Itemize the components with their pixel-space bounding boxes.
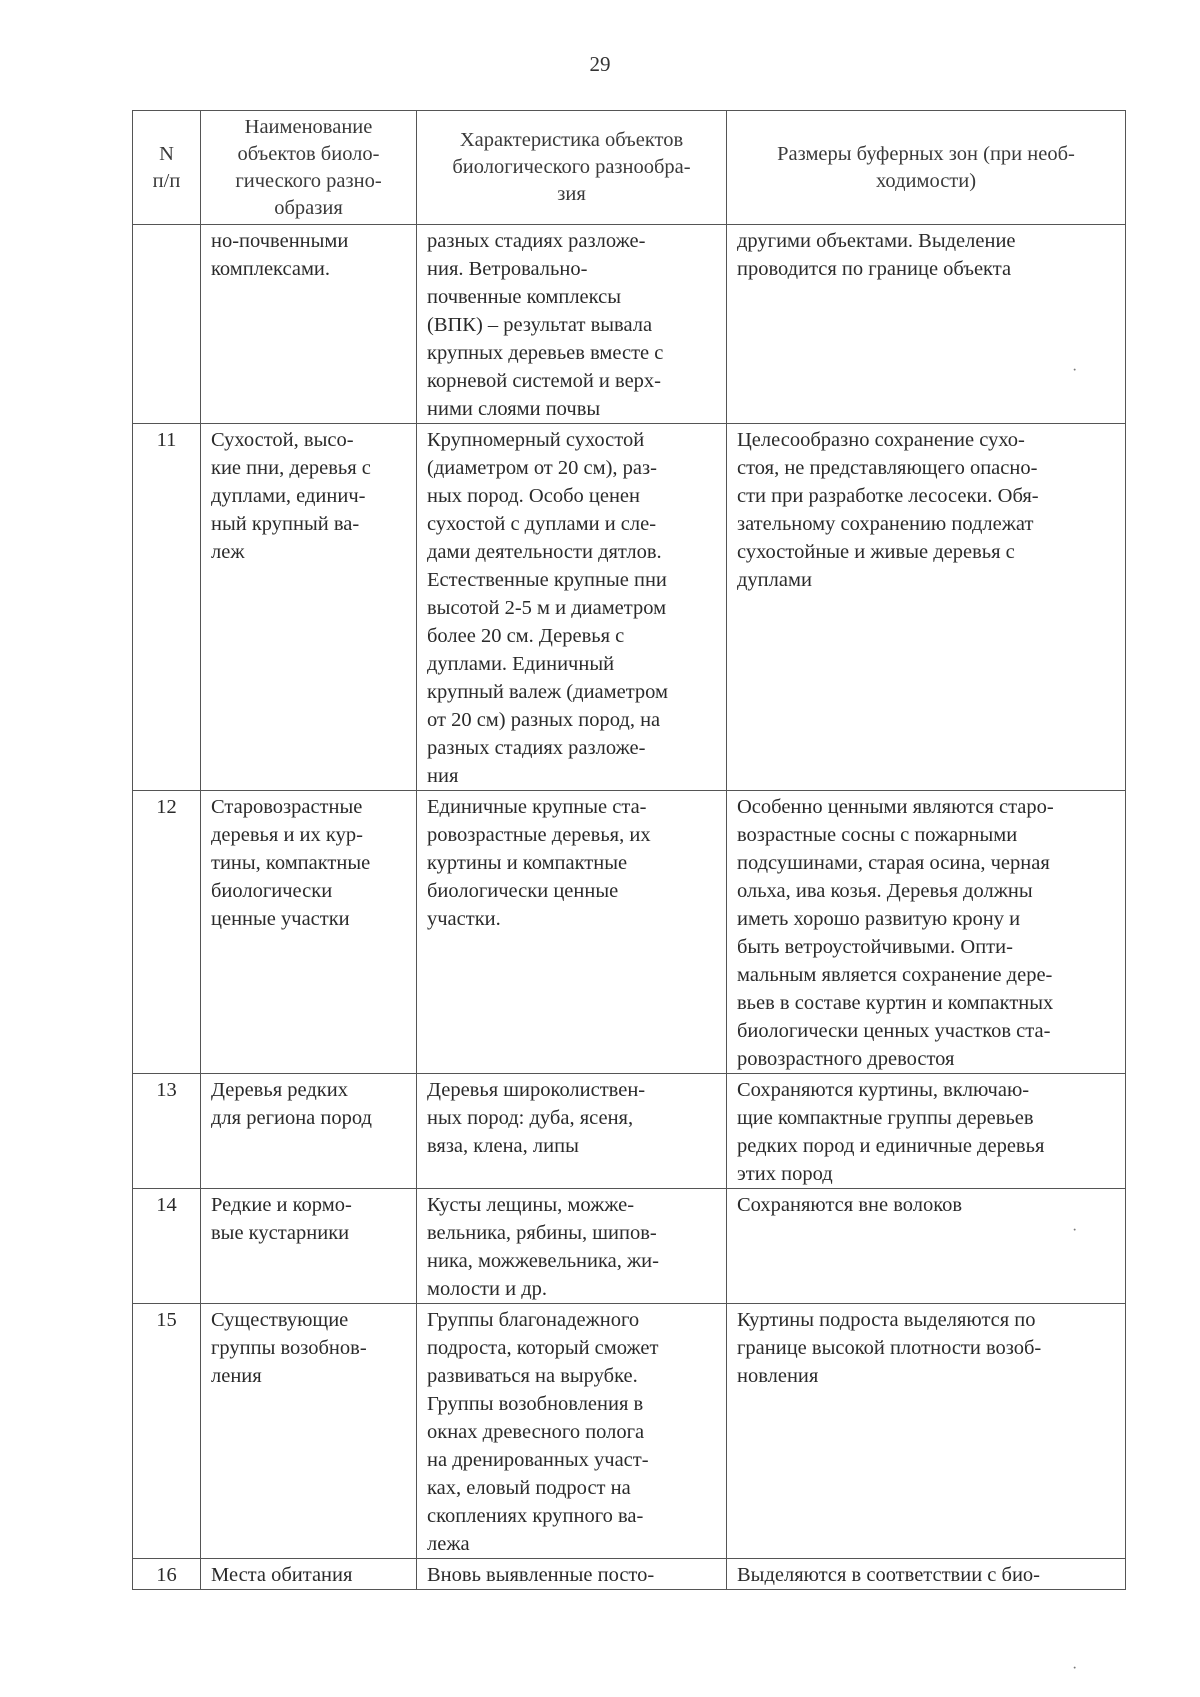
header-number: N п/п [133,111,201,225]
row-object-name: Места обитания [201,1559,417,1590]
row-number: 12 [133,791,201,1074]
row-object-name: Старовозрастные деревья и их кур- тины, компактные биологически ценные участки [201,791,417,1074]
row-object-name: Деревья редких для региона пород [201,1074,417,1189]
row-characteristic: Вновь выявленные посто- [417,1559,727,1590]
row-characteristic: разных стадиях разложе- ния. Ветровально- почвенные комплексы (ВПК) – результат вывала крупных деревьев вместе с корневой системой и верх- ними слоями почвы [417,225,727,424]
row-object-name: но-почвенными комплексами. [201,225,417,424]
row-characteristic: Единичные крупные ста- ровозрастные деревья, их куртины и компактные биологически ценные участки. [417,791,727,1074]
row-number: 15 [133,1304,201,1559]
table-row [133,1189,1126,1304]
row-characteristic: Крупномерный сухостой (диаметром от 20 см), раз- ных пород. Особо ценен сухостой с дуплами и сле- дами деятельности дятлов. Естественные крупные пни высотой 2-5 м и диаметром более 20 см. Деревья с дуплами. Единичный крупный валеж (диаметром от 20 см) разных пород, на разных стадиях разложе- ния [417,424,727,791]
table-row [133,1304,1126,1559]
scan-speck: · [1072,362,1078,379]
row-number: 13 [133,1074,201,1189]
table-row [133,225,1126,424]
row-number: 11 [133,424,201,791]
table-row [133,791,1126,1074]
row-object-name: Существующие группы возобнов- ления [201,1304,417,1559]
row-number [133,225,201,424]
row-characteristic: Группы благонадежного подроста, который сможет развиваться на вырубке. Группы возобновления в окнах древесного полога на дренированных участ- ках, еловый подрост на скоплениях крупного ва- лежа [417,1304,727,1559]
row-object-name: Сухостой, высо- кие пни, деревья с дуплами, единич- ный крупный ва- леж [201,424,417,791]
row-buffer-zone: Целесообразно сохранение сухо- стоя, не представляющего опасно- сти при разработке лесосеки. Обя- зательному сохранению подлежат сухостойные и живые деревья с дуплами [727,424,1126,791]
row-number: 14 [133,1189,201,1304]
row-object-name: Редкие и кормо- вые кустарники [201,1189,417,1304]
row-buffer-zone: Куртины подроста выделяются по границе высокой плотности возоб- новления [727,1304,1126,1559]
row-characteristic: Деревья широколиствен- ных пород: дуба, ясеня, вяза, клена, липы [417,1074,727,1189]
row-buffer-zone: Выделяются в соответствии с био- [727,1559,1126,1590]
scan-speck: · [1072,1660,1078,1677]
scan-speck: · [1072,1222,1078,1239]
biodiversity-table [132,110,1126,1590]
table-row [133,1074,1126,1189]
header-characteristic: Характеристика объектов биологического разнообра- зия [417,111,727,225]
row-number: 16 [133,1559,201,1590]
row-buffer-zone: другими объектами. Выделение проводится по границе объекта [727,225,1126,424]
row-buffer-zone: Сохраняются куртины, включаю- щие компактные группы деревьев редких пород и единичные деревья этих пород [727,1074,1126,1189]
table-row [133,424,1126,791]
header-object-name: Наименование объектов биоло- гического разно- образия [201,111,417,225]
table-header-row [133,111,1126,225]
row-characteristic: Кусты лещины, можже- вельника, рябины, шипов- ника, можжевельника, жи- молости и др. [417,1189,727,1304]
row-buffer-zone: Сохраняются вне волоков [727,1189,1126,1304]
page-number: 29 [589,52,611,76]
table-row [133,1559,1126,1590]
header-buffer-zone: Размеры буферных зон (при необ- ходимости) [727,111,1126,225]
row-buffer-zone: Особенно ценными являются старо- возрастные сосны с пожарными подсушинами, старая осина, черная ольха, ива козья. Деревья должны иметь хорошо развитую крону и быть ветроустойчивыми. Опти- мальным является сохранение дере- вьев в составе куртин и компактных биологически ценных участков ста- ровозрастного древостоя [727,791,1126,1074]
